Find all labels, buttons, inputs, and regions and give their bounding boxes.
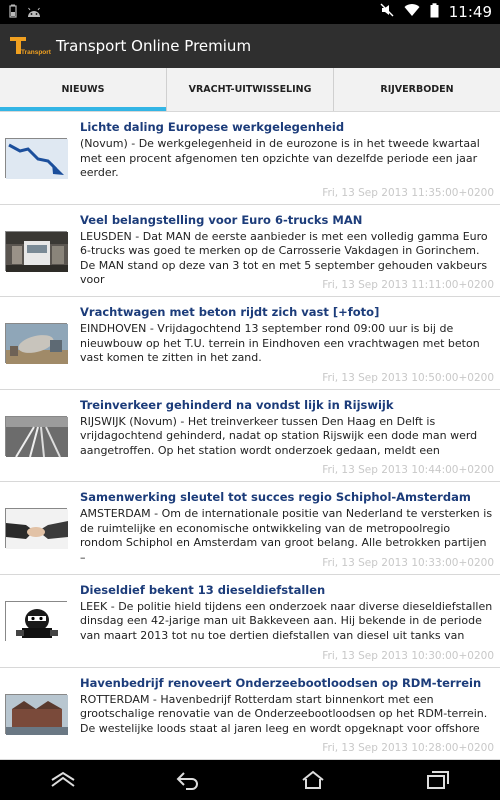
news-date: Fri, 13 Sep 2013 10:33:00+0200 xyxy=(322,556,494,569)
tab-bar xyxy=(0,68,500,112)
news-item[interactable] xyxy=(0,482,500,575)
news-title: Lichte daling Europese werkgelegenheid xyxy=(80,120,345,134)
news-title: Vrachtwagen met beton rijdt zich vast [+foto] xyxy=(80,305,380,320)
news-body: (Novum) - De werkgelegenheid in de eurozone is in het tweede kwartaal met een procent afgenomen ten opzichte van dezelfde periode een jaar eerder. xyxy=(80,137,480,179)
news-body: LEUSDEN - Dat MAN de eerste aanbieder is met een volledig gamma Euro 6-trucks was goed te merken op de Carrosserie Vakdagen in Gorinchem. De MAN stand op deze van 3 tot en met 5 september gehouden vakbeurs voor xyxy=(80,229,488,287)
news-item[interactable] xyxy=(0,297,500,390)
collapse-icon[interactable] xyxy=(46,766,80,794)
tab-nieuws[interactable] xyxy=(0,68,166,111)
news-title: Samenwerking sleutel tot succes regio Schiphol-Amsterdam xyxy=(80,490,471,505)
news-item[interactable] xyxy=(0,575,500,668)
tab-label: RIJVERBODEN xyxy=(380,84,454,95)
news-date: Fri, 13 Sep 2013 11:11:00+0200 xyxy=(322,279,494,292)
concrete-truck-photo-thumbnail xyxy=(5,323,67,363)
tab-vracht-uitwisseling[interactable] xyxy=(166,68,333,111)
news-body: AMSTERDAM - Om de internationale positie van Nederland te versterken is de ruimtelijke en economische ontwikkeling van de metropoolregio rondom Schiphol en Amsterdam van groot belang. Alle betrokken partijen – xyxy=(80,507,493,564)
back-icon[interactable] xyxy=(171,766,205,794)
news-title: Havenbedrijf renoveert Onderzeebootloodsen op RDM-terrein xyxy=(80,675,482,690)
news-date: Fri, 13 Sep 2013 10:28:00+0200 xyxy=(322,742,494,755)
status-bar xyxy=(0,0,500,24)
battery-icon xyxy=(430,3,439,22)
truck-photo-thumbnail xyxy=(5,231,67,271)
tab-rijverboden[interactable] xyxy=(333,68,500,111)
tab-label: VRACHT-UITWISSELING xyxy=(188,84,312,95)
tab-label: NIEUWS xyxy=(61,84,105,95)
action-bar xyxy=(0,24,500,68)
news-title: Dieseldief bekent 13 dieseldiefstallen xyxy=(80,582,326,597)
news-item[interactable] xyxy=(0,112,500,205)
news-list[interactable] xyxy=(0,112,500,760)
handshake-photo-thumbnail xyxy=(5,508,67,548)
news-body: EINDHOVEN - Vrijdagochtend 13 september rond 09:00 uur is bij de nieuwbouw op het T.U. terrein in Eindhoven een vrachtwagen met beton vast komen te zitten in het zand. xyxy=(80,322,480,365)
app-logo[interactable] xyxy=(10,35,50,57)
recent-apps-icon[interactable] xyxy=(421,766,455,794)
wifi-icon xyxy=(404,3,420,21)
news-date: Fri, 13 Sep 2013 11:35:00+0200 xyxy=(322,186,494,199)
news-date: Fri, 13 Sep 2013 10:30:00+0200 xyxy=(322,649,494,662)
news-body: LEEK - De politie hield tijdens een onderzoek naar diverse dieseldiefstallen dinsdag een 42-jarige man uit Bakkeveen aan. Hij bekende in de periode van maart 2013 tot nu toe dertien diefstallen van diesel uit tanks van xyxy=(80,599,493,642)
app-title: Transport Online Premium xyxy=(56,37,252,55)
news-body: ROTTERDAM - Havenbedrijf Rotterdam start binnenkort met een grootschalige renovatie van de Onderzeebootloodsen op het RDM-terrein. De westelijke loods staat al jaren leeg en wordt opgeknapt voor offshore xyxy=(80,692,488,735)
news-item[interactable] xyxy=(0,390,500,483)
news-date: Fri, 13 Sep 2013 10:44:00+0200 xyxy=(322,464,494,477)
news-title: Treinverkeer gehinderd na vondst lijk in Rijswijk xyxy=(80,397,394,412)
warehouse-photo-thumbnail xyxy=(5,694,67,734)
mute-icon xyxy=(380,3,394,21)
news-title: Veel belangstelling voor Euro 6-trucks MAN xyxy=(80,212,363,227)
home-icon[interactable] xyxy=(296,766,330,794)
chart-thumbnail xyxy=(5,138,67,178)
navigation-bar xyxy=(0,760,500,800)
news-item[interactable] xyxy=(0,205,500,298)
news-item[interactable] xyxy=(0,668,500,761)
news-date: Fri, 13 Sep 2013 10:50:00+0200 xyxy=(322,371,494,384)
battery-notification-icon xyxy=(8,3,18,22)
railway-photo-thumbnail xyxy=(5,416,67,456)
clock: 11:49 xyxy=(448,3,492,21)
android-notification-icon xyxy=(26,3,42,22)
news-body: RIJSWIJK (Novum) - Het treinverkeer tussen Den Haag en Delft is vrijdagochtend gehinderd, nadat op station Rijswijk een dode man werd aangetroffen. Op het station wordt onderzoek gedaan, meldt een xyxy=(80,414,478,457)
thief-illustration-thumbnail xyxy=(5,601,67,641)
app-logo-text: Transport xyxy=(21,49,51,56)
